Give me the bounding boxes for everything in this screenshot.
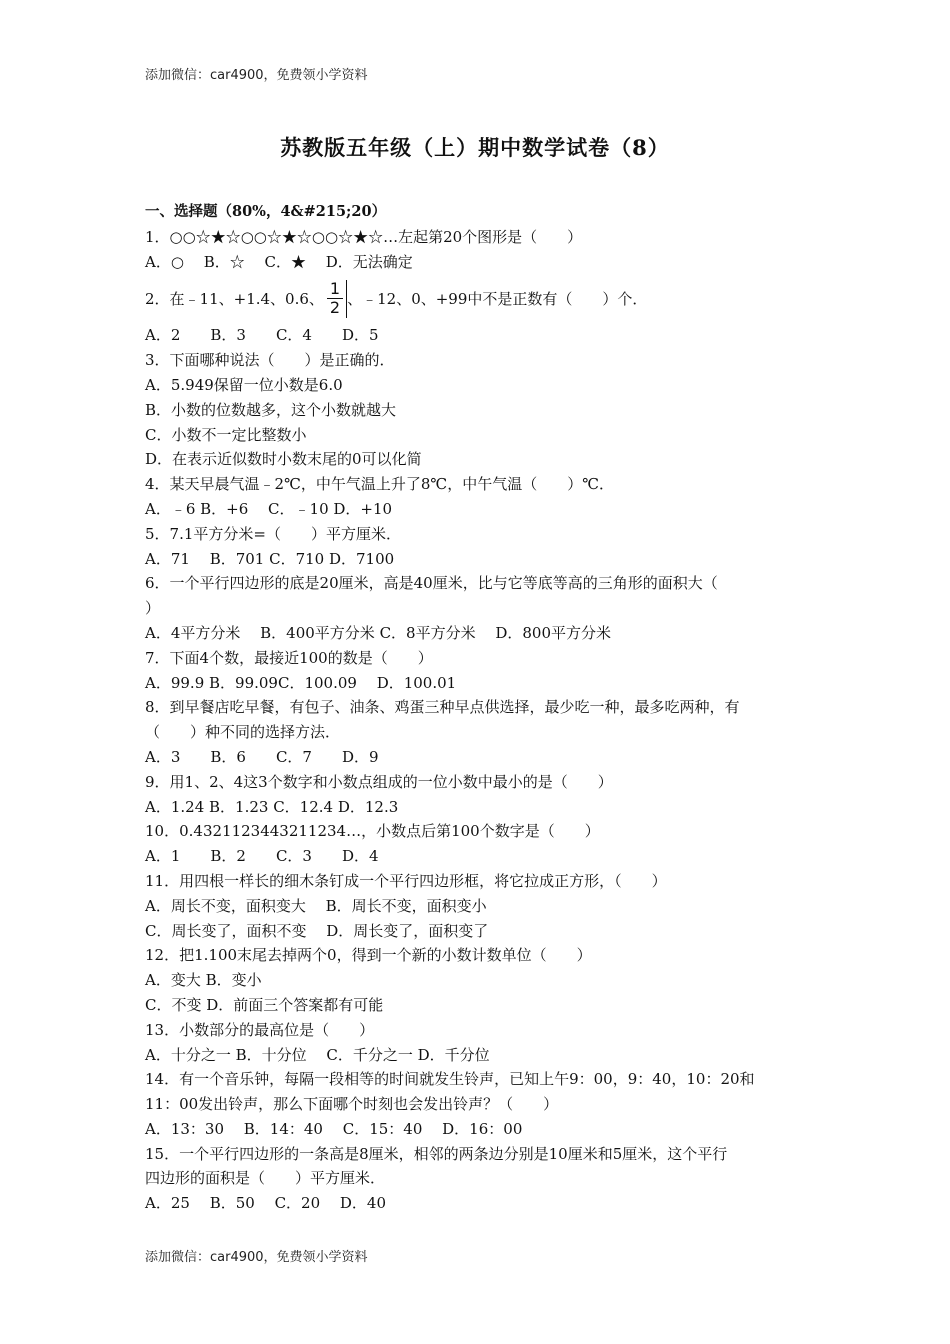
question-14: 14．有一个音乐钟，每隔一段相等的时间就发生铃声，已知上午9：00，9：40，10：20和 xyxy=(145,1070,755,1089)
question-10: 10．0.4321123443211234…，小数点后第100个数字是（ ） xyxy=(145,822,600,841)
fraction-one-half xyxy=(324,280,347,318)
options-6: A．4平方分米 B．400平方分米 C．8平方分米 D．800平方分米 xyxy=(145,623,612,642)
option-3d: D．在表示近似数时小数末尾的0可以化简 xyxy=(145,450,422,469)
options-14: A．13：30 B．14：40 C．15：40 D．16：00 xyxy=(145,1119,523,1138)
fraction-numerator: 1 xyxy=(327,281,343,299)
question-2 xyxy=(145,274,810,323)
question-6: 6．一个平行四边形的底是20厘米，高是40厘米，比与它等底等高的三角形的面积大（ xyxy=(145,574,718,593)
question-6-cont: ） xyxy=(145,599,161,618)
question-2-prefix: 2．在﹣11、+1.4、0.6、 xyxy=(145,290,324,309)
section-heading: 一、选择题（80%，4&#215;20） xyxy=(145,203,387,220)
options-15: A．25 B．50 C．20 D．40 xyxy=(145,1194,387,1213)
question-13: 13．小数部分的最高位是（ ） xyxy=(145,1020,375,1039)
options-7: A．99.9 B．99.09C．100.09 D．100.01 xyxy=(145,673,457,692)
question-2-suffix: 、﹣12、0、+99中不是正数有（ ）个． xyxy=(347,290,648,309)
options-12-ab: A．变大 B．变小 xyxy=(145,971,262,990)
option-3a: A．5.949保留一位小数是6.0 xyxy=(145,375,343,394)
footer-note: 添加微信：car4900，免费领小学资料 xyxy=(145,1250,368,1265)
question-5: 5．7.1平方分米=（ ）平方厘米． xyxy=(145,524,401,543)
question-9: 9．用1、2、4这3个数字和小数点组成的一位小数中最小的是（ ） xyxy=(145,772,613,791)
question-14-cont: 11：00发出铃声，那么下面哪个时刻也会发出铃声？（ ） xyxy=(145,1095,559,1114)
question-1: 1．○○☆★☆○○☆★☆○○☆★☆…左起第20个图形是（ ） xyxy=(145,227,583,246)
question-12: 12．把1.100末尾去掉两个0，得到一个新的小数计数单位（ ） xyxy=(145,946,592,965)
page-title: 苏教版五年级（上）期中数学试卷（8） xyxy=(280,135,670,160)
question-8: 8．到早餐店吃早餐，有包子、油条、鸡蛋三种早点供选择，最少吃一种，最多吃两种，有 xyxy=(145,698,740,717)
question-3: 3．下面哪种说法（ ）是正确的． xyxy=(145,351,395,370)
options-8: A．3 B．6 C．7 D．9 xyxy=(145,747,379,766)
options-5: A．71 B．701 C．710 D．7100 xyxy=(145,549,395,568)
question-list xyxy=(145,200,810,1216)
question-11: 11．用四根一样长的细木条钉成一个平行四边形框，将它拉成正方形，（ ） xyxy=(145,871,667,890)
question-7: 7．下面4个数，最接近100的数是（ ） xyxy=(145,648,433,667)
options-9: A．1.24 B．1.23 C．12.4 D．12.3 xyxy=(145,797,399,816)
question-15-cont: 四边形的面积是（ ）平方厘米． xyxy=(145,1169,386,1188)
options-11-ab: A．周长不变，面积变大 B．周长不变，面积变小 xyxy=(145,896,487,915)
options-10: A．1 B．2 C．3 D．4 xyxy=(145,847,379,866)
header-note: 添加微信：car4900，免费领小学资料 xyxy=(145,68,368,83)
options-4: A．﹣6 B．+6 C．﹣10 D．+10 xyxy=(145,499,393,518)
option-3b: B．小数的位数越多，这个小数就越大 xyxy=(145,400,397,419)
question-4: 4．某天早晨气温﹣2℃，中午气温上升了8℃，中午气温（ ）℃． xyxy=(145,475,614,494)
question-8-cont: （ ）种不同的选择方法． xyxy=(145,723,341,742)
options-13: A．十分之一 B．十分位 C．千分之一 D．千分位 xyxy=(145,1045,490,1064)
options-11-cd: C．周长变了，面积不变 D．周长变了，面积变了 xyxy=(145,921,489,940)
options-12-cd: C．不变 D．前面三个答案都有可能 xyxy=(145,995,384,1014)
question-15: 15．一个平行四边形的一条高是8厘米，相邻的两条边分别是10厘米和5厘米，这个平行 xyxy=(145,1144,728,1163)
options-2: A．2 B．3 C．4 D．5 xyxy=(145,326,379,345)
option-3c: C．小数不一定比整数小 xyxy=(145,425,307,444)
options-1: A．○ B．☆ C．★ D．无法确定 xyxy=(145,252,413,271)
fraction-denominator: 2 xyxy=(329,298,341,318)
